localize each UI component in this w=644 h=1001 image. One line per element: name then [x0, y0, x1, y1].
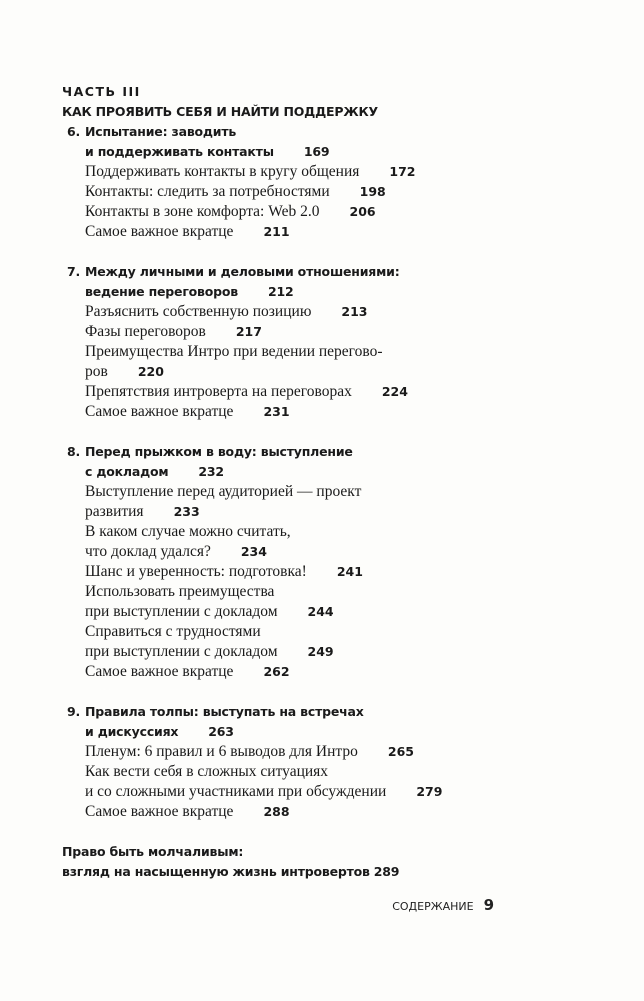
page-number: 289 — [373, 864, 400, 879]
chapter-title: Правила толпы: выступать на встречах — [85, 704, 364, 719]
entry-title: Справиться с трудностями — [85, 623, 261, 640]
chapter-section — [62, 682, 622, 822]
page-number: 233 — [173, 504, 200, 519]
toc-entry — [62, 302, 622, 322]
page-number: 211 — [263, 224, 290, 239]
entry-title: Преимущества Интро при ведении перегово- — [85, 343, 383, 360]
toc-entry — [62, 162, 622, 182]
entry-title: Шанс и уверенность: подготовка! — [85, 563, 307, 580]
toc-entry — [62, 342, 622, 362]
entry-title: Самое важное вкратце — [85, 403, 234, 420]
entry-title: Препятствия интроверта на переговорах — [85, 383, 352, 400]
chapter-number: 7. — [67, 264, 81, 279]
toc-entry — [62, 362, 622, 382]
chapter-section — [62, 242, 622, 422]
entry-title: Самое важное вкратце — [85, 803, 234, 820]
final-title: взгляд на насыщенную жизнь интровертов — [62, 864, 370, 879]
toc-entry — [62, 642, 622, 662]
toc-entry — [62, 202, 622, 222]
toc-entry — [62, 222, 622, 242]
toc-entry — [62, 582, 622, 602]
chapter-title: Между личными и деловыми отношениями: — [85, 264, 400, 279]
toc-entry — [62, 622, 622, 642]
toc-entry — [62, 662, 622, 682]
toc-entry — [62, 482, 622, 502]
toc-entry — [62, 382, 622, 402]
page-number: 262 — [263, 664, 290, 679]
entry-title: Использовать преимущества — [85, 583, 275, 600]
entry-title: ров — [85, 363, 108, 380]
chapter-title-line — [62, 142, 622, 162]
toc-entry — [62, 742, 622, 762]
chapter-title-line — [62, 262, 622, 282]
page-number: 241 — [336, 564, 363, 579]
chapter-title: Испытание: заводить — [85, 124, 237, 139]
page-number: 244 — [307, 604, 334, 619]
entry-title: Фазы переговоров — [85, 323, 206, 340]
chapter-title-line — [62, 722, 622, 742]
entry-title: Контакты: следить за потребностями — [85, 183, 330, 200]
final-line-1: Право быть молчаливым: — [62, 844, 244, 859]
page-number: 217 — [235, 324, 262, 339]
toc-entry — [62, 182, 622, 202]
chapter-title: и дискуссиях — [85, 724, 179, 739]
toc-entry — [62, 802, 622, 822]
page-number: 265 — [387, 744, 414, 759]
page-number: 249 — [307, 644, 334, 659]
entry-title: Разъяснить собственную позицию — [85, 303, 312, 320]
entry-title: что доклад удался? — [85, 543, 211, 560]
entry-title: Поддерживать контакты в кругу общения — [85, 163, 360, 180]
chapter-number: 8. — [67, 444, 81, 459]
page-number: 172 — [389, 164, 416, 179]
page-number: 213 — [341, 304, 368, 319]
part-label: ЧАСТЬ III — [62, 84, 141, 99]
page-number: 234 — [240, 544, 267, 559]
toc-entry — [62, 782, 622, 802]
entry-title: Самое важное вкратце — [85, 223, 234, 240]
entry-title: при выступлении с докладом — [85, 603, 278, 620]
running-footer — [392, 896, 494, 914]
toc-entry — [62, 502, 622, 522]
page-number: 263 — [208, 724, 234, 739]
page-number: 198 — [359, 184, 386, 199]
part-title: КАК ПРОЯВИТЬ СЕБЯ И НАЙТИ ПОДДЕРЖКУ — [62, 104, 378, 119]
chapter-title-line — [62, 462, 622, 482]
chapter-title-line — [62, 702, 622, 722]
footer-page-number: 9 — [483, 896, 494, 914]
chapter-title-line — [62, 282, 622, 302]
toc-entry — [62, 542, 622, 562]
page-number: 224 — [381, 384, 408, 399]
entry-title: Пленум: 6 правил и 6 выводов для Интро — [85, 743, 358, 760]
page-number: 231 — [263, 404, 290, 419]
chapter-title-line — [62, 442, 622, 462]
chapter-section — [62, 422, 622, 682]
toc-entry — [62, 322, 622, 342]
footer-label: СОДЕРЖАНИЕ — [392, 900, 474, 913]
chapter-title: ведение переговоров — [85, 284, 238, 299]
entry-title: развития — [85, 503, 144, 520]
page-number: 212 — [268, 284, 294, 299]
toc-entry — [62, 602, 622, 622]
entry-title: Контакты в зоне комфорта: Web 2.0 — [85, 203, 320, 220]
chapter-section — [62, 122, 622, 242]
final-line-2 — [62, 862, 622, 882]
page-number: 220 — [137, 364, 164, 379]
entry-title: В каком случае можно считать, — [85, 523, 291, 540]
toc-entry — [62, 762, 622, 782]
toc-entry — [62, 562, 622, 582]
page-number: 288 — [263, 804, 290, 819]
page-number: 279 — [416, 784, 443, 799]
table-of-contents — [62, 82, 622, 882]
chapter-title-line — [62, 122, 622, 142]
page-number: 169 — [303, 144, 330, 159]
entry-title: при выступлении с докладом — [85, 643, 278, 660]
entry-title: Выступление перед аудиторией — проект — [85, 483, 362, 500]
chapter-title: Перед прыжком в воду: выступление — [85, 444, 353, 459]
chapter-number: 9. — [67, 704, 81, 719]
chapter-title: с докладом — [85, 464, 169, 479]
entry-title: и со сложными участниками при обсуждении — [85, 783, 387, 800]
toc-entry — [62, 402, 622, 422]
entry-title: Как вести себя в сложных ситуациях — [85, 763, 329, 780]
chapter-title: и поддерживать контакты — [85, 144, 274, 159]
page-number: 206 — [349, 204, 376, 219]
chapter-number: 6. — [67, 124, 81, 139]
page-number: 232 — [198, 464, 224, 479]
entry-title: Самое важное вкратце — [85, 663, 234, 680]
toc-entry — [62, 522, 622, 542]
